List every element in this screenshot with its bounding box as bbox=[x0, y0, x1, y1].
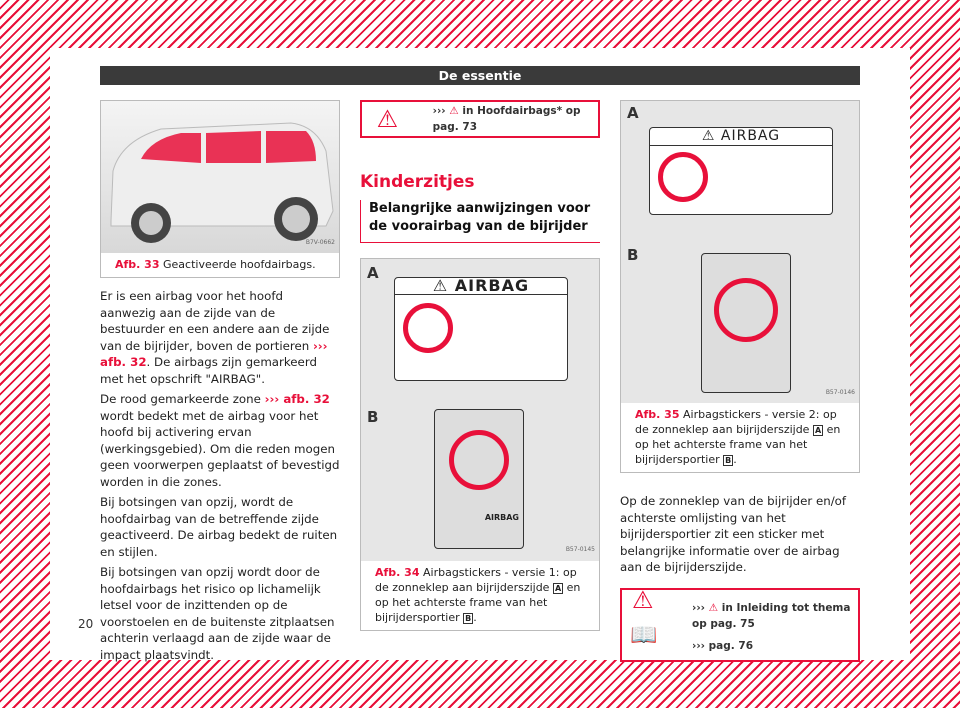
caption-text: Airbagstickers - versie 2: op de zonneklep aan bijrijderszijde bbox=[635, 408, 837, 436]
text: wordt bedekt met de airbag voor het hoofd bij activering ervan (werkingsgebied). Om die reden mogen geen voorwerpen geplaatst of bevestigd worden in die zones. bbox=[100, 408, 340, 489]
sticker-a bbox=[394, 277, 568, 381]
warning-box bbox=[620, 585, 860, 662]
paragraph: Bij botsingen van opzij wordt door de hoofdairbags het risico op lichamelijk letsel voor de inzittenden op de voorstoelen en de buitenste zitplaatsen achterin verlaagd aan de zijde waar de impact plaatsvindt. bbox=[100, 565, 335, 662]
warning-icon: ⚠ bbox=[376, 104, 399, 133]
prohibition-icon bbox=[403, 303, 453, 353]
page-number: 20 bbox=[78, 617, 94, 631]
image-code: B57-0146 bbox=[825, 388, 855, 396]
right-column bbox=[620, 100, 860, 662]
sticker-b bbox=[434, 409, 524, 549]
figure-label: Afb. 33 bbox=[115, 258, 160, 271]
section-title: Kinderzitjes bbox=[360, 172, 475, 192]
paragraph bbox=[100, 391, 340, 490]
caption-text: Airbagstickers - versie 1: op de zonneklep aan bijrijderszijde bbox=[375, 565, 577, 594]
label-a-box: A bbox=[554, 583, 562, 593]
caption-text: . bbox=[473, 610, 477, 624]
prohibition-icon bbox=[449, 430, 509, 490]
paragraph bbox=[100, 288, 340, 387]
prohibition-icon bbox=[658, 152, 708, 202]
arrows: ››› bbox=[692, 601, 705, 614]
warning-box bbox=[360, 100, 600, 138]
middle-column bbox=[360, 100, 600, 631]
label-a: A bbox=[627, 104, 639, 122]
car-airbag-illustration bbox=[101, 101, 339, 253]
warning-text: in Inleiding tot thema op pag. 75 bbox=[692, 601, 851, 630]
figure-33 bbox=[100, 100, 340, 278]
figure-link[interactable]: ››› afb. 32 bbox=[100, 338, 328, 369]
text: . De airbags zijn gemarkeerd met het opschrift "AIRBAG". bbox=[100, 355, 317, 386]
paragraph: Bij botsingen van opzij, wordt de hoofdairbag van de betreffende zijde geactiveerd. De airbag bedekt de ruiten en stijlen. bbox=[100, 495, 338, 559]
image-code: B57-0145 bbox=[565, 546, 595, 553]
warning-reference[interactable] bbox=[692, 600, 858, 633]
label-a-box: A bbox=[814, 426, 822, 435]
warning-text: in Hoofdairbags* op pag. 73 bbox=[432, 104, 581, 133]
figure-caption bbox=[361, 561, 599, 630]
sticker-b bbox=[701, 253, 791, 393]
warning-icon: ⚠ bbox=[701, 128, 721, 144]
caption-text: en op het achterste frame van het bijrijdersportier bbox=[375, 580, 581, 624]
sticker-a bbox=[649, 127, 833, 215]
figure-35 bbox=[620, 100, 860, 473]
caption-text: Geactiveerde hoofdairbags. bbox=[163, 258, 316, 271]
warning-small-icon: ⚠ bbox=[708, 601, 719, 614]
figure-label: Afb. 35 bbox=[635, 408, 680, 421]
prohibition-icon bbox=[714, 278, 778, 342]
figure-caption bbox=[101, 253, 339, 277]
figure-caption bbox=[621, 403, 859, 472]
warning-reference[interactable] bbox=[433, 103, 598, 136]
arrows: ››› bbox=[432, 104, 446, 117]
text: De rood gemarkeerde zone bbox=[100, 392, 265, 406]
label-b-box: B bbox=[465, 613, 472, 623]
book-magnifier-icon: 📖 bbox=[630, 622, 658, 648]
image-code: B7V-0662 bbox=[305, 238, 335, 246]
paragraph: Op de zonneklep van de bijrijder en/of achterste omlijsting van het bijrijdersportier zit een sticker met belangrijke informatie over de airbag aan de bijrijderszijde. bbox=[620, 494, 847, 574]
sticker-image bbox=[621, 101, 859, 403]
label-b-box: B bbox=[725, 456, 732, 465]
label-a: A bbox=[367, 263, 379, 282]
page-reference[interactable]: ››› pag. 76 bbox=[692, 639, 754, 652]
figure-34 bbox=[360, 258, 600, 631]
figure-link[interactable]: ››› afb. 32 bbox=[264, 392, 330, 406]
warning-small-icon: ⚠ bbox=[449, 104, 459, 117]
caption-text: en op het achterste frame van het bijrijdersportier bbox=[635, 423, 841, 466]
sticker-image bbox=[361, 259, 599, 561]
sticker-word: AIRBAG bbox=[720, 128, 781, 144]
subsection-title: Belangrijke aanwijzingen voor de voorairbag van de bijrijder bbox=[360, 200, 600, 243]
label-b: B bbox=[627, 246, 639, 264]
page-header: De essentie bbox=[100, 66, 860, 85]
text: Er is een airbag voor het hoofd aanwezig aan de zijde van de bestuurder en een andere aan de zijde van de bijrijder, boven de portieren bbox=[100, 289, 330, 353]
warning-icon: ⚠ bbox=[432, 275, 455, 295]
car-image bbox=[101, 101, 339, 253]
caption-text: . bbox=[733, 453, 737, 466]
left-column bbox=[100, 100, 340, 667]
warning-icon: ⚠ bbox=[632, 585, 654, 614]
sticker-word: AIRBAG bbox=[454, 275, 530, 295]
label-b: B bbox=[367, 407, 379, 426]
sticker-word: AIRBAG bbox=[484, 512, 519, 522]
figure-label: Afb. 34 bbox=[375, 565, 420, 579]
